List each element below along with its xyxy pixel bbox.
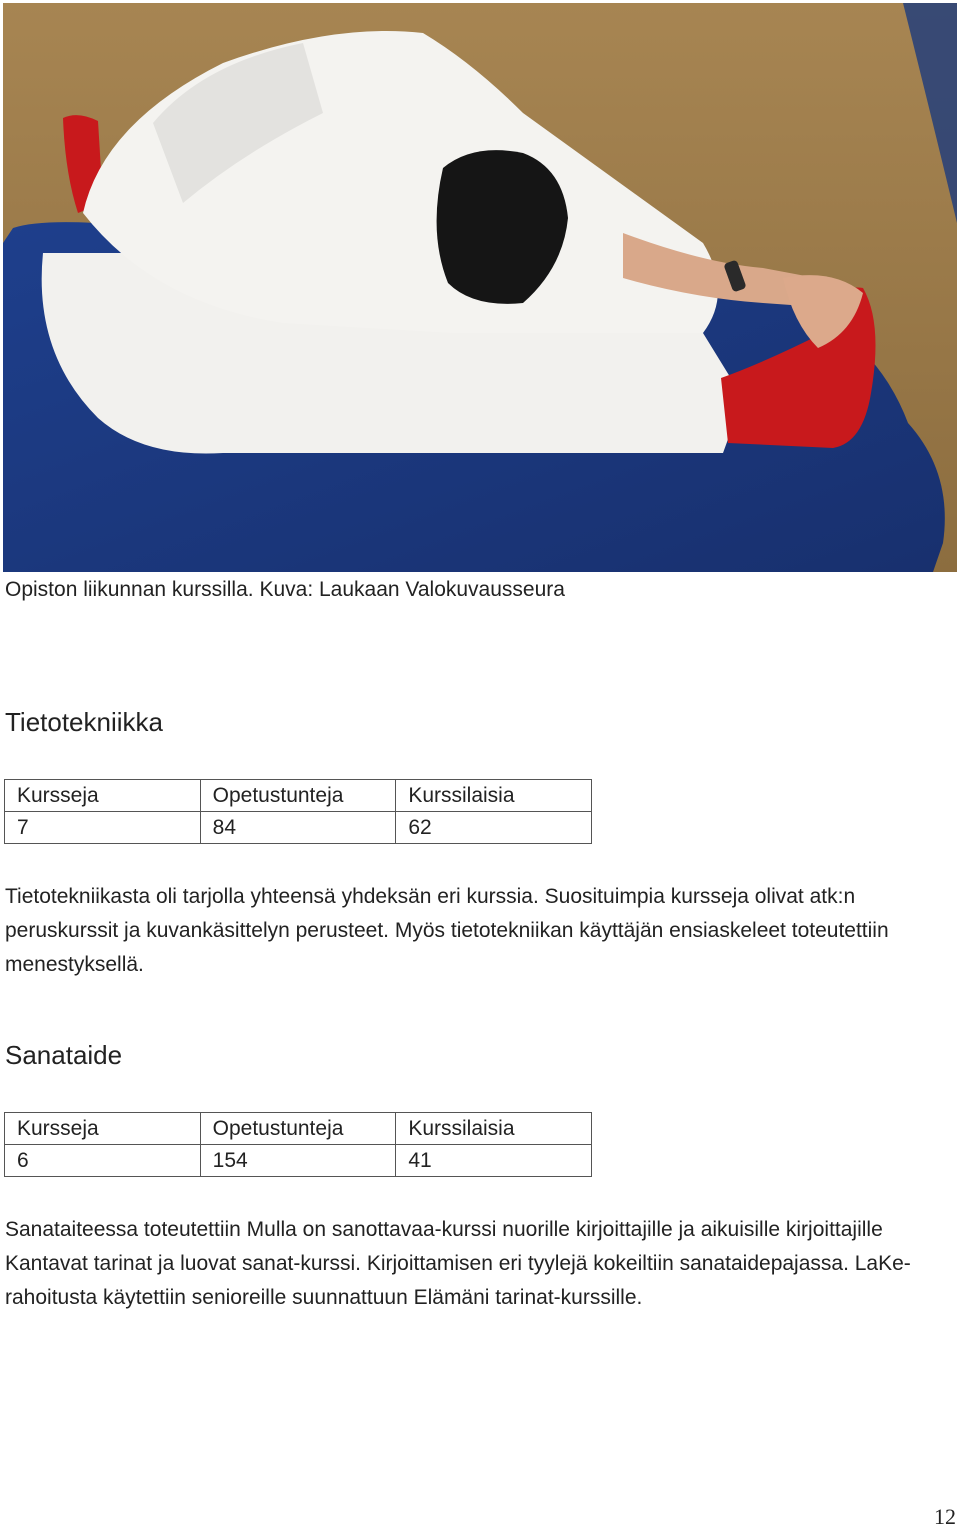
table-cell: 7 — [5, 812, 201, 844]
stats-table-tietotekniikka — [4, 779, 592, 844]
photo-caption: Opiston liikunnan kurssilla. Kuva: Laukaan Valokuvausseura — [5, 578, 565, 601]
table-header-cell: Opetustunteja — [200, 780, 396, 812]
table-header-cell: Kurssilaisia — [396, 1113, 592, 1145]
table-row — [5, 1145, 592, 1177]
table-header-cell: Opetustunteja — [200, 1113, 396, 1145]
stats-table-sanataide — [4, 1112, 592, 1177]
table-cell: 154 — [200, 1145, 396, 1177]
table-header-cell: Kursseja — [5, 1113, 201, 1145]
table-row — [5, 812, 592, 844]
table-cell: 84 — [200, 812, 396, 844]
table-cell: 6 — [5, 1145, 201, 1177]
table-header-cell: Kursseja — [5, 780, 201, 812]
table-header-cell: Kurssilaisia — [396, 780, 592, 812]
section-heading-sanataide: Sanataide — [5, 1040, 123, 1070]
table-header-row — [5, 780, 592, 812]
page-number: 12 — [934, 1504, 956, 1529]
section-text-sanataide: Sanataiteessa toteutettiin Mulla on sanottavaa-kurssi nuorille kirjoittajille ja aikuisille kirjoittajille Kantavat tarinat ja luovat sanat-kurssi. Kirjoittamisen eri tyylejä kokeiltiin sanataidepajassa. LaKe-rahoitusta käytettiin senioreille suunnattuun Elämäni tarinat-kurssille. — [5, 1218, 911, 1309]
stretching-photo — [3, 3, 957, 572]
table-cell: 41 — [396, 1145, 592, 1177]
section-text-tietotekniikka: Tietotekniikasta oli tarjolla yhteensä yhdeksän eri kurssia. Suosituimpia kursseja olivat atk:n peruskurssit ja kuvankäsittelyn perusteet. Myös tietotekniikan käyttäjän ensiaskeleet toteutettiin menestyksellä. — [5, 885, 889, 976]
section-heading-tietotekniikka: Tietotekniikka — [5, 707, 163, 737]
table-cell: 62 — [396, 812, 592, 844]
table-header-row — [5, 1113, 592, 1145]
